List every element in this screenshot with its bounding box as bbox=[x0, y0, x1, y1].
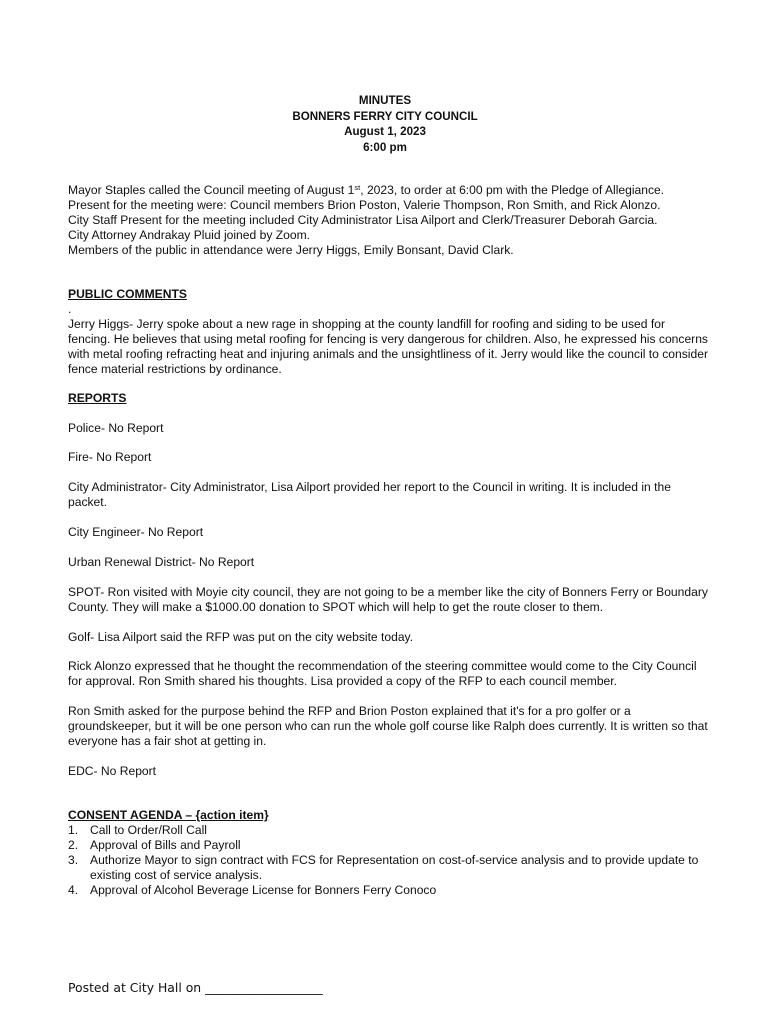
report-golf: Golf- Lisa Ailport said the RFP was put on the city website today. bbox=[68, 630, 414, 644]
reports-heading bbox=[68, 391, 708, 406]
intro-paragraph bbox=[68, 183, 708, 258]
report-edc: EDC- No Report bbox=[68, 764, 157, 778]
document-header bbox=[0, 93, 770, 155]
report-urban-renewal: Urban Renewal District- No Report bbox=[68, 555, 255, 569]
list-item-number: 1. bbox=[68, 823, 79, 837]
report-police: Police- No Report bbox=[68, 421, 164, 435]
report-fire: Fire- No Report bbox=[68, 450, 152, 464]
consent-agenda-list bbox=[68, 823, 708, 898]
consent-agenda-heading: CONSENT AGENDA – {action item} bbox=[68, 808, 269, 822]
public-comments-dot: . bbox=[68, 302, 72, 316]
intro-line-1 bbox=[68, 183, 708, 198]
report-spot: SPOT- Ron visited with Moyie city council, they are not going to be a member like the city of Bonners Ferry or Boundary County. They will make a $1000.00 donation to SPOT which will help to get the route closer to them. bbox=[68, 585, 708, 614]
header-council-name: BONNERS FERRY CITY COUNCIL bbox=[292, 109, 478, 123]
intro-line-5: Members of the public in attendance were Jerry Higgs, Emily Bonsant, David Clark. bbox=[68, 243, 514, 257]
consent-agenda-section bbox=[68, 808, 708, 898]
intro-line-1-sup: st bbox=[354, 183, 361, 192]
public-comments-section bbox=[68, 287, 708, 377]
report-rick-alonzo: Rick Alonzo expressed that he thought the recommendation of the steering committee would come to the City Council for approval. Ron Smith shared his thoughts. Lisa provided a copy of the RFP to each council member. bbox=[68, 659, 697, 688]
intro-line-3: City Staff Present for the meeting included City Administrator Lisa Ailport and Clerk/Treasurer Deborah Garcia. bbox=[68, 213, 658, 227]
list-item-number: 4. bbox=[68, 883, 79, 897]
list-item bbox=[68, 823, 708, 838]
intro-line-2: Present for the meeting were: Council members Brion Poston, Valerie Thompson, Ron Smith, and Rick Alonzo. bbox=[68, 198, 661, 212]
list-item-text: Authorize Mayor to sign contract with FCS for Representation on cost-of-service analysis and to provide update to existing cost of service analysis. bbox=[90, 853, 699, 882]
posted-at-city-hall: Posted at City Hall on ___________________ bbox=[68, 980, 323, 995]
reports-heading-text: REPORTS bbox=[68, 391, 127, 405]
report-city-engineer: City Engineer- No Report bbox=[68, 525, 204, 539]
public-comments-heading: PUBLIC COMMENTS bbox=[68, 287, 187, 301]
list-item bbox=[68, 838, 708, 853]
list-item-text: Approval of Bills and Payroll bbox=[90, 838, 241, 852]
list-item-number: 3. bbox=[68, 853, 79, 867]
public-comments-text: Jerry Higgs- Jerry spoke about a new rage in shopping at the county landfill for roofing and siding to be used for fencing. He believes that using metal roofing for fencing is very dangerous for children. Also, he expressed his concerns with metal roofing refracting heat and injuring animals and the unsightliness of it. Jerry would like the council to consider fence material restrictions by ordinance. bbox=[68, 317, 708, 376]
list-item-text: Approval of Alcohol Beverage License for Bonners Ferry Conoco bbox=[90, 883, 437, 897]
intro-line-4: City Attorney Andrakay Pluid joined by Zoom. bbox=[68, 228, 310, 242]
intro-line-1-rest: , 2023, to order at 6:00 pm with the Pledge of Allegiance. bbox=[360, 183, 665, 197]
header-time: 6:00 pm bbox=[363, 140, 407, 154]
header-title: MINUTES bbox=[358, 94, 412, 107]
report-ron-smith: Ron Smith asked for the purpose behind the RFP and Brion Poston explained that it's for a pro golfer or a groundskeeper, but it will be one person who can run the whole golf course like Ralph does currently. It is written so that everyone has a fair shot at getting in. bbox=[68, 704, 708, 748]
header-date: August 1, 2023 bbox=[344, 125, 426, 138]
report-city-administrator: City Administrator- City Administrator, Lisa Ailport provided her report to the Council in writing. It is included in the packet. bbox=[68, 480, 671, 509]
list-item bbox=[68, 883, 708, 898]
list-item-text: Call to Order/Roll Call bbox=[90, 823, 207, 837]
intro-line-1-text: Mayor Staples called the Council meeting of August 1 bbox=[68, 183, 355, 197]
list-item bbox=[68, 853, 708, 883]
list-item-number: 2. bbox=[68, 838, 79, 852]
